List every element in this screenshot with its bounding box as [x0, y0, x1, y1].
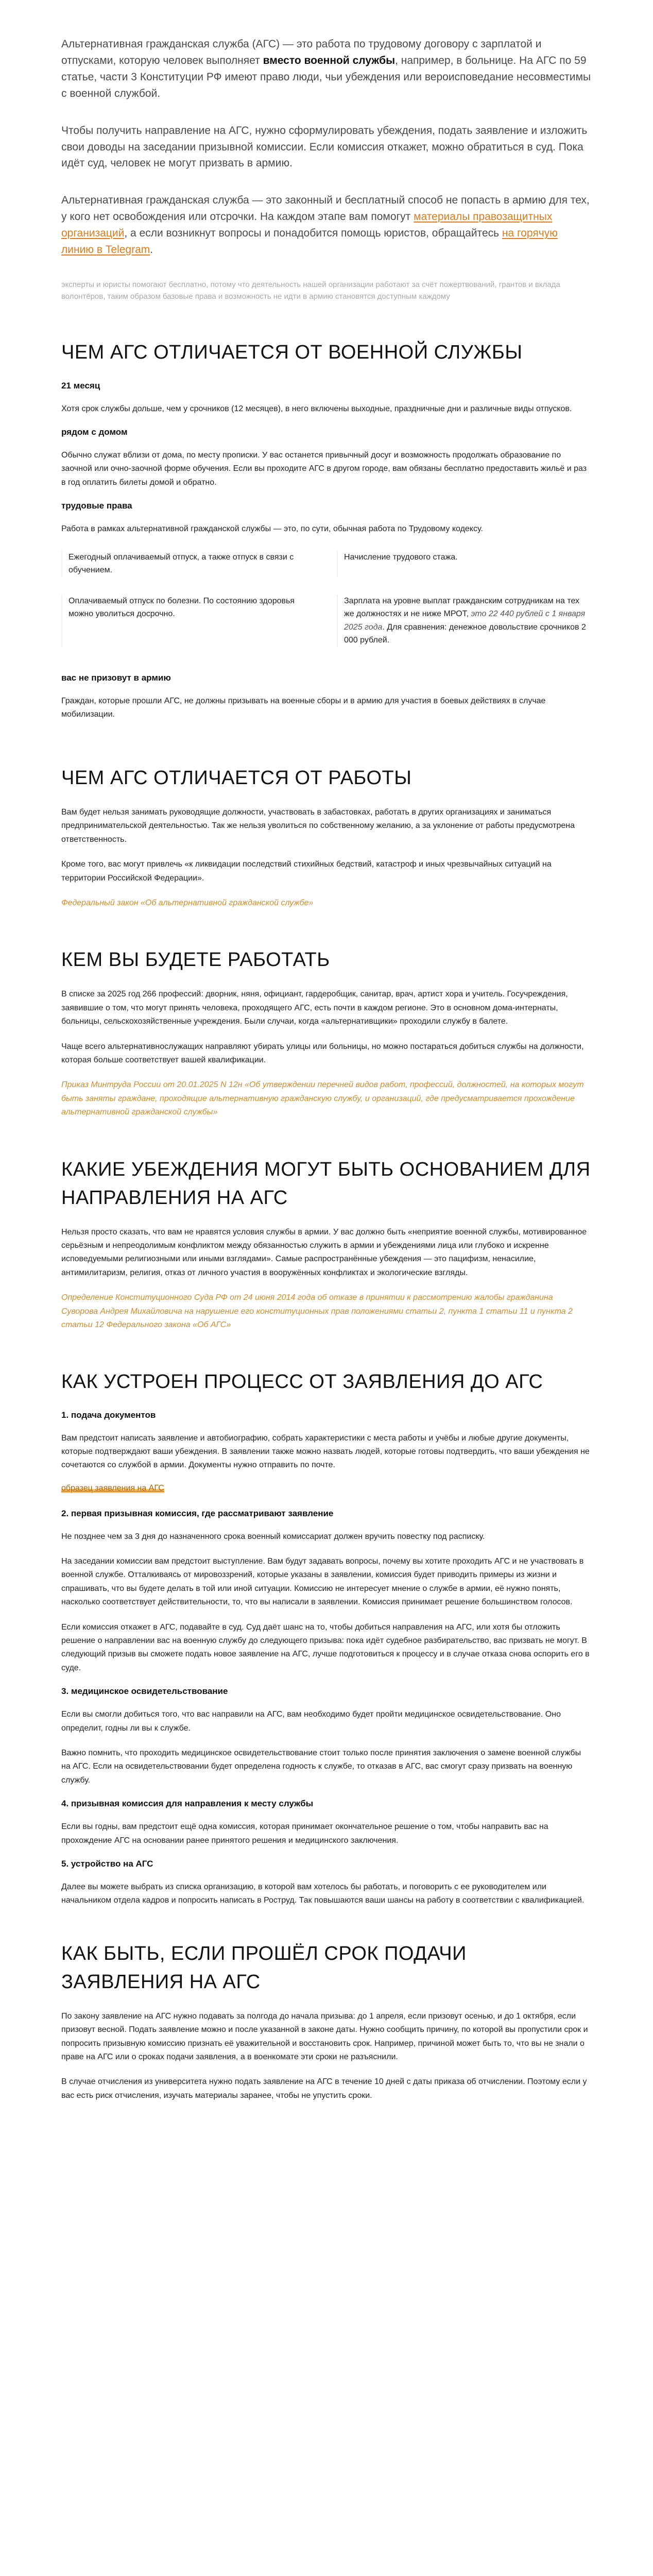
intro-paragraph-1: Альтернативная гражданская служба (АГС) — это работа по трудовому договору с зарплатой и отпусками, которую человек выполняет вместо военной службы, например, в больнице. На АГС по 59 статье, части 3 Конституции РФ имеют право люди, чьи убеждения или вероисповедание несовместимы с военной службой. — [61, 38, 591, 99]
paragraph: Работа в рамках альтернативной гражданской службы — это, по сути, обычная работа по Трудовому кодексу. — [61, 524, 483, 534]
subheading-home: рядом с домом — [61, 427, 128, 437]
step-heading: 4. призывная комиссия для направления к месту службы — [61, 1799, 314, 1809]
grid-cell: Зарплата на уровне выплат гражданским сотрудникам на тех же должностях и не ниже МРОТ, это 22 440 рублей с 1 января 2025 года. Для сравнения: денежное довольствие срочников 2 000 рублей. — [337, 595, 592, 647]
paragraph: По закону заявление на АГС нужно подавать за полгода до начала призыва: до 1 апреля, если призовут осенью, и до 1 октября, если призовут весной. Подать заявление можно и после указанной в законе даты. Нужно сообщить причину, по которой вы пропустили срок и попросить призывную комиссию признать её уважительной и восстановить срок. Например, причиной может быть то, что вы не знали о праве на АГС или о сроках подачи заявления, а в военкомате эти сроки не разъяснили. — [61, 2011, 588, 2062]
rights-materials-link[interactable]: материалы правозащитных организаций — [61, 211, 553, 240]
paragraph: В случае отчисления из университета нужно подать заявление на АГС в течение 10 дней с даты приказа об отчислении. Поэтому если у вас есть риск отчисления, изучать материалы заранее, чтобы не упустить сроки. — [61, 2077, 587, 2100]
intro-bold-phrase: вместо военной службы — [263, 54, 396, 66]
section-vs-military — [61, 338, 592, 721]
grid-cell: Ежегодный оплачиваемый отпуск, а также отпуск в связи с обучением. — [61, 551, 316, 577]
subheading-labor: трудовые права — [61, 501, 132, 511]
paragraph: Хотя срок службы дольше, чем у срочников (12 месяцев), в него включены выходные, праздничные дни и различные виды отпусков. — [61, 404, 572, 413]
section-title: КЕМ ВЫ БУДЕТЕ РАБОТАТЬ — [61, 949, 330, 971]
paragraph: Если комиссия откажет в АГС, подавайте в суд. Суд даёт шанс на то, чтобы добиться направления на АГС, или хотя бы отложить решение о направлении вас на военную службу до следующего призыва: пока идёт судебное разбирательство, вас призвать не могут. В следующий призыв вы сможете подать новое заявление на АГС, лучше подготовиться к процессу и в случае отказа снова оспорить его в суде. — [61, 1622, 590, 1672]
paragraph: Если вы годны, вам предстоит ещё одна комиссия, которая принимает окончательное решение о том, чтобы направить вас на прохождение АГС на основании ранее принятого решения и медицинского заключения. — [61, 1822, 548, 1845]
paragraph: Важно помнить, что проходить медицинское освидетельствование стоит только после принятия заключения о замене военной службы на АГС. Если на освидетельствовании будет определена годность к службе, то отказав в АГС, вас смогут сразу призвать на военную службу. — [61, 1749, 581, 1785]
source-link[interactable]: Приказ Минтруда России от 20.01.2025 N 12н «Об утверждении перечней видов работ, профессий, должностей, на которых могут быть заняты граждане, проходящие альтернативную гражданскую службу, и организаций, где предусматривается прохождение альтернативной гражданской службы» — [61, 1080, 584, 1117]
subheading-war: вас не призовут в армию — [61, 673, 171, 683]
source-link[interactable]: Федеральный закон «Об альтернативной гражданской службе» — [61, 898, 314, 907]
intro-paragraph-2: Чтобы получить направление на АГС, нужно сформулировать убеждения, подать заявление и изложить свои доводы на заседании призывной комиссии. Если комиссия откажет, можно обратиться в суд. Пока идёт суд, человек не могут призвать в армию. — [61, 124, 588, 170]
paragraph: Вам предстоит написать заявление и автобиографию, собрать характеристики с места работы и учёбы и любые другие документы, которые подтверждают ваши убеждения. В заявлении также можно назвать людей, которые готовы подтвердить, что ваши убеждения не сочетаются со службой в армии. Документы нужно отправить по почте. — [61, 1433, 590, 1470]
article — [61, 0, 592, 2103]
section-title: ЧЕМ АГС ОТЛИЧАЕТСЯ ОТ ВОЕННОЙ СЛУЖБЫ — [61, 342, 523, 364]
paragraph: Чаще всего альтернативнослужащих направляют убирать улицы или больницы, но можно постараться добиться службы на должности, которая больше соответствует вашей квалификации. — [61, 1042, 584, 1064]
paragraph: Обычно служат вблизи от дома, по месту прописки. У вас останется привычный досуг и возможность продолжать образование по заочной или очно-заочной форме обучения. Если вы проходите АГС в другом городе, вам обязаны бесплатно предоставить жильё и раз в год оплатить билеты домой и обратно. — [61, 450, 587, 487]
section-missed-deadline — [61, 1940, 592, 2103]
paragraph: Кроме того, вас могут привлечь «к ликвидации последствий стихийных бедствий, катастроф и иных чрезвычайных ситуаций на территории Российской Федерации». — [61, 860, 552, 883]
section-title: ЧЕМ АГС ОТЛИЧАЕТСЯ ОТ РАБОТЫ — [61, 767, 412, 789]
step-heading: 1. подача документов — [61, 1410, 156, 1420]
section-process — [61, 1368, 592, 1907]
telegram-hotline-link[interactable]: на горячую линию в Telegram — [61, 227, 558, 256]
paragraph: Вам будет нельзя занимать руководящие должности, участвовать в забастовках, работать в других организациях и заниматься предпринимательской деятельностью. Так же нельзя уволиться по собственному желанию, а за уклонение от работы предусмотрена ответственность. — [61, 807, 575, 844]
paragraph: На заседании комиссии вам предстоит выступление. Вам будут задавать вопросы, почему вы хотите проходить АГС и не участвовать в военной службе. Отталкиваясь от мировоззрений, которые указаны в заявлении, комиссия будет приводить примеры из жизни и спрашивать, что вы будете делать в той или иной ситуации. Комиссию не интересует мнение о службе в армии, её нужно понять, насколько соответствует действительности, то, что вы написали в заявлении. Комиссия принимает решение большинством голосов. — [61, 1557, 584, 1607]
paragraph: Нельзя просто сказать, что вам не нравятся условия службы в армии. У вас должно быть «неприятие военной службы, мотивированное серьёзным и непреодолимым конфликтом между обязанностью служить в армии и убеждениями лица или глубоко и искренне исповедуемыми религиозными или иными взглядами». Самые распространённые убеждения — это пацифизм, ненасилие, антимилитаризм, религия, отказ от личного участия в вооружённых конфликтах и экологические взгляды. — [61, 1227, 587, 1277]
subheading-duration: 21 месяц — [61, 380, 100, 391]
funding-note: эксперты и юристы помогают бесплатно, потому что деятельность нашей организации работают за счёт пожертвований, грантов и вклада волонтёров, таким образом базовые права и возможность не идти в армию становятся доступным каждому — [61, 280, 560, 301]
section-title: КАК УСТРОЕН ПРОЦЕСС ОТ ЗАЯВЛЕНИЯ ДО АГС — [61, 1371, 543, 1393]
paragraph: Не позднее чем за 3 дня до назначенного срока военный комиссариат должен вручить повестку под расписку. — [61, 1532, 485, 1541]
intro-paragraph-3: Альтернативная гражданская служба — это законный и бесплатный способ не попасть в армию для тех, у кого нет освобождения или отсрочки. На каждом этапе вам помогут материалы правозащитных организаций, а если возникнут вопросы и понадобится помощь юристов, обращайтесь на горячую линию в Telegram. — [61, 194, 590, 256]
source-link[interactable]: Определение Конституционного Суда РФ от 24 июня 2014 года об отказе в принятии к рассмотрению жалобы гражданина Суворова Андрея Михайловича на нарушение его конституционных прав положениями статьи 2, пункта 1 статьи 11 и пункта 2 статьи 12 Федерального закона «Об АГС» — [61, 1293, 573, 1330]
section-title: КАК БЫТЬ, ЕСЛИ ПРОШЁЛ СРОК ПОДАЧИ ЗАЯВЛЕНИЯ НА АГС — [61, 1942, 467, 1993]
section-vs-work — [61, 764, 592, 910]
step-heading: 3. медицинское освидетельствование — [61, 1686, 228, 1697]
section-jobs — [61, 946, 592, 1119]
step-heading: 5. устройство на АГС — [61, 1858, 153, 1869]
paragraph: Граждан, которые прошли АГС, не должны призывать на военные сборы и в армию для участия в боевых действиях в случае мобилизации. — [61, 697, 546, 719]
section-title: КАКИЕ УБЕЖДЕНИЯ МОГУТ БЫТЬ ОСНОВАНИЕМ ДЛЯ НАПРАВЛЕНИЯ НА АГС — [61, 1158, 591, 1209]
step-heading: 2. первая призывная комиссия, где рассматривают заявление — [61, 1508, 334, 1518]
section-beliefs — [61, 1156, 592, 1332]
application-sample-link[interactable]: образец заявления на АГС — [61, 1483, 164, 1493]
paragraph: В списке за 2025 год 266 профессий: дворник, няня, официант, гардеробщик, санитар, врач, артист хора и учитель. Госучреждения, заявившие о том, что могут принять человека, проходящего АГС, есть почти в каждом регионе. Это в основном дома-интернаты, больницы, сельскохозяйственные учреждения. Были случаи, когда «альтернативщики» проходили службу в балете. — [61, 990, 568, 1026]
grid-cell: Начисление трудового стажа. — [337, 551, 592, 577]
labor-rights-grid — [61, 551, 592, 648]
paragraph: Если вы смогли добиться того, что вас направили на АГС, вам необходимо будет пройти медицинское освидетельствование. Оно определит, годны ли вы к службе. — [61, 1710, 561, 1733]
paragraph: Далее вы можете выбрать из списка организацию, в которой вам хотелось бы работать, и поговорить с ее руководителем или начальником отдела кадров и попросить написать в Роструд. Так повышаются ваши шансы на работу в соответствии с квалификацией. — [61, 1882, 585, 1905]
grid-cell: Оплачиваемый отпуск по болезни. По состоянию здоровья можно уволиться досрочно. — [61, 595, 316, 647]
